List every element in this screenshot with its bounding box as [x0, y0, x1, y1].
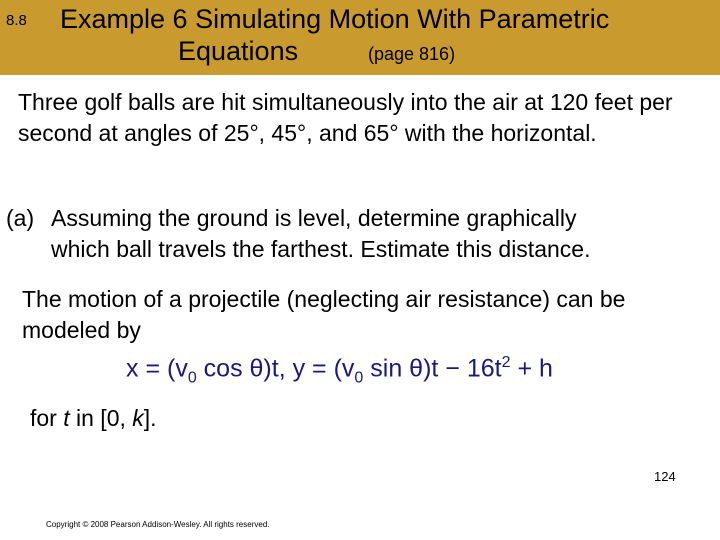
for-variable-k: k [132, 405, 144, 431]
domain-statement [30, 403, 430, 434]
part-a-line1: Assuming the ground is level, determine graphically [51, 205, 577, 231]
slide-title-line2: Equations [178, 36, 299, 66]
title-bar [0, 0, 720, 75]
part-a-line2: which ball travels the farthest. Estimate this distance. [51, 236, 591, 262]
for-prefix: for [30, 405, 64, 431]
for-end: ]. [143, 405, 157, 431]
motion-paragraph: The motion of a projectile (neglecting air resistance) can be modeled by [22, 286, 626, 343]
equation-x-rest: cos θ)t, y = (v [196, 354, 355, 383]
copyright-notice: Copyright © 2008 Pearson Addison-Wesley. All rights reserved. [46, 520, 270, 529]
section-number: 8.8 [6, 12, 27, 29]
page-reference: (page 816) [368, 44, 456, 64]
equation-tail: + h [510, 354, 553, 383]
for-variable-t: t [63, 405, 70, 431]
equation-x-part: x = (v [126, 354, 188, 383]
equation-y-subscript: 0 [354, 369, 364, 387]
intro-paragraph: Three golf balls are hit simultaneously into the air at 120 feet per second at angles of 25°, 45°, and 65° with the horizontal. [18, 89, 673, 146]
slide-title-line1: Example 6 Simulating Motion With Parametric [60, 4, 610, 34]
part-a-paragraph [6, 203, 716, 265]
equation-x-subscript: 0 [187, 369, 197, 387]
part-a-label: (a) [6, 205, 35, 231]
equation-exponent: 2 [501, 354, 511, 371]
page-number: 124 [654, 469, 676, 484]
parametric-equation [126, 354, 553, 387]
for-mid: in [0, [69, 405, 133, 431]
equation-y-rest: sin θ)t − 16t [363, 354, 502, 383]
